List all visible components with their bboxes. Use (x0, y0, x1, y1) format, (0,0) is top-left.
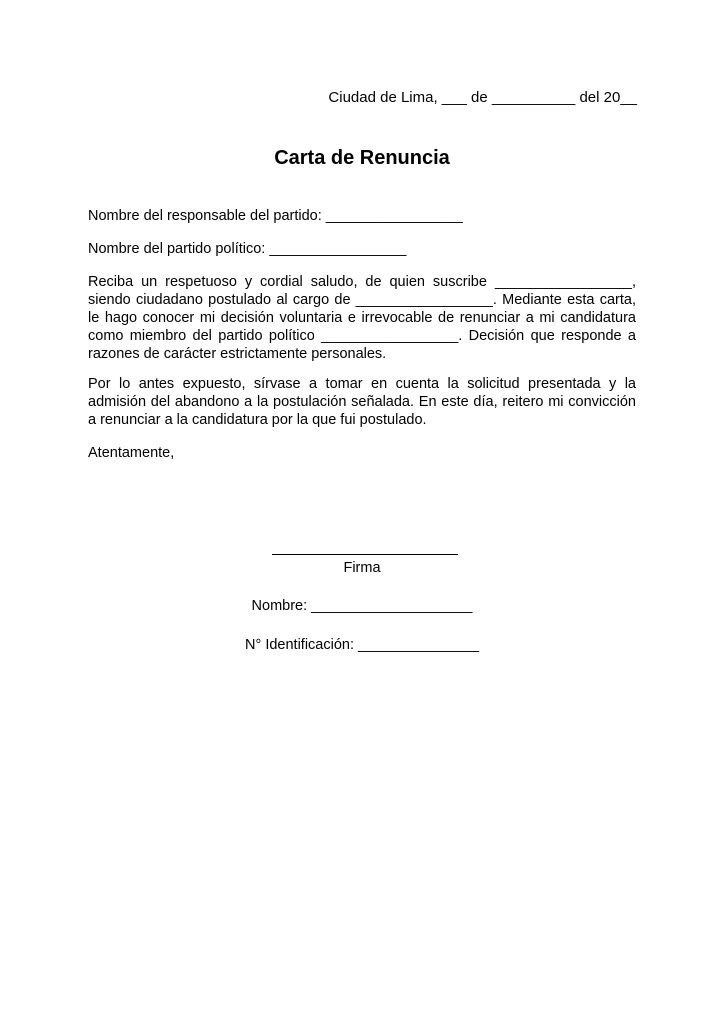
signer-id-field: N° Identificación: _______________ (245, 637, 479, 653)
letter-title: Carta de Renuncia (274, 147, 450, 169)
body-paragraph-2: Por lo antes expuesto, sírvase a tomar en cuenta la solicitud presentada y la admisión del abandono a la postulación señalada. En este día, reitero mi convicción a renunciar a la candidatura por la que fui postulado. (88, 376, 636, 428)
responsible-name-field: Nombre del responsable del partido: _________________ (88, 208, 463, 224)
body-paragraph-1: Reciba un respetuoso y cordial saludo, de quien suscribe _________________, siendo ciudadano postulado al cargo de _________________. Mediante esta carta, le hago conocer mi decisión voluntaria e irrevocable de renunciar a mi candidatura como miembro del partido político _________________. Decisión que responde a razones de carácter estrictamente personales. (88, 274, 636, 362)
closing-text: Atentamente, (88, 445, 175, 461)
signer-name-field: Nombre: ____________________ (251, 598, 473, 614)
signature-label: Firma (343, 560, 381, 576)
signature-line (272, 554, 458, 555)
party-name-field: Nombre del partido político: _________________ (88, 241, 407, 257)
date-line: Ciudad de Lima, ___ de __________ del 20__ (328, 89, 637, 106)
